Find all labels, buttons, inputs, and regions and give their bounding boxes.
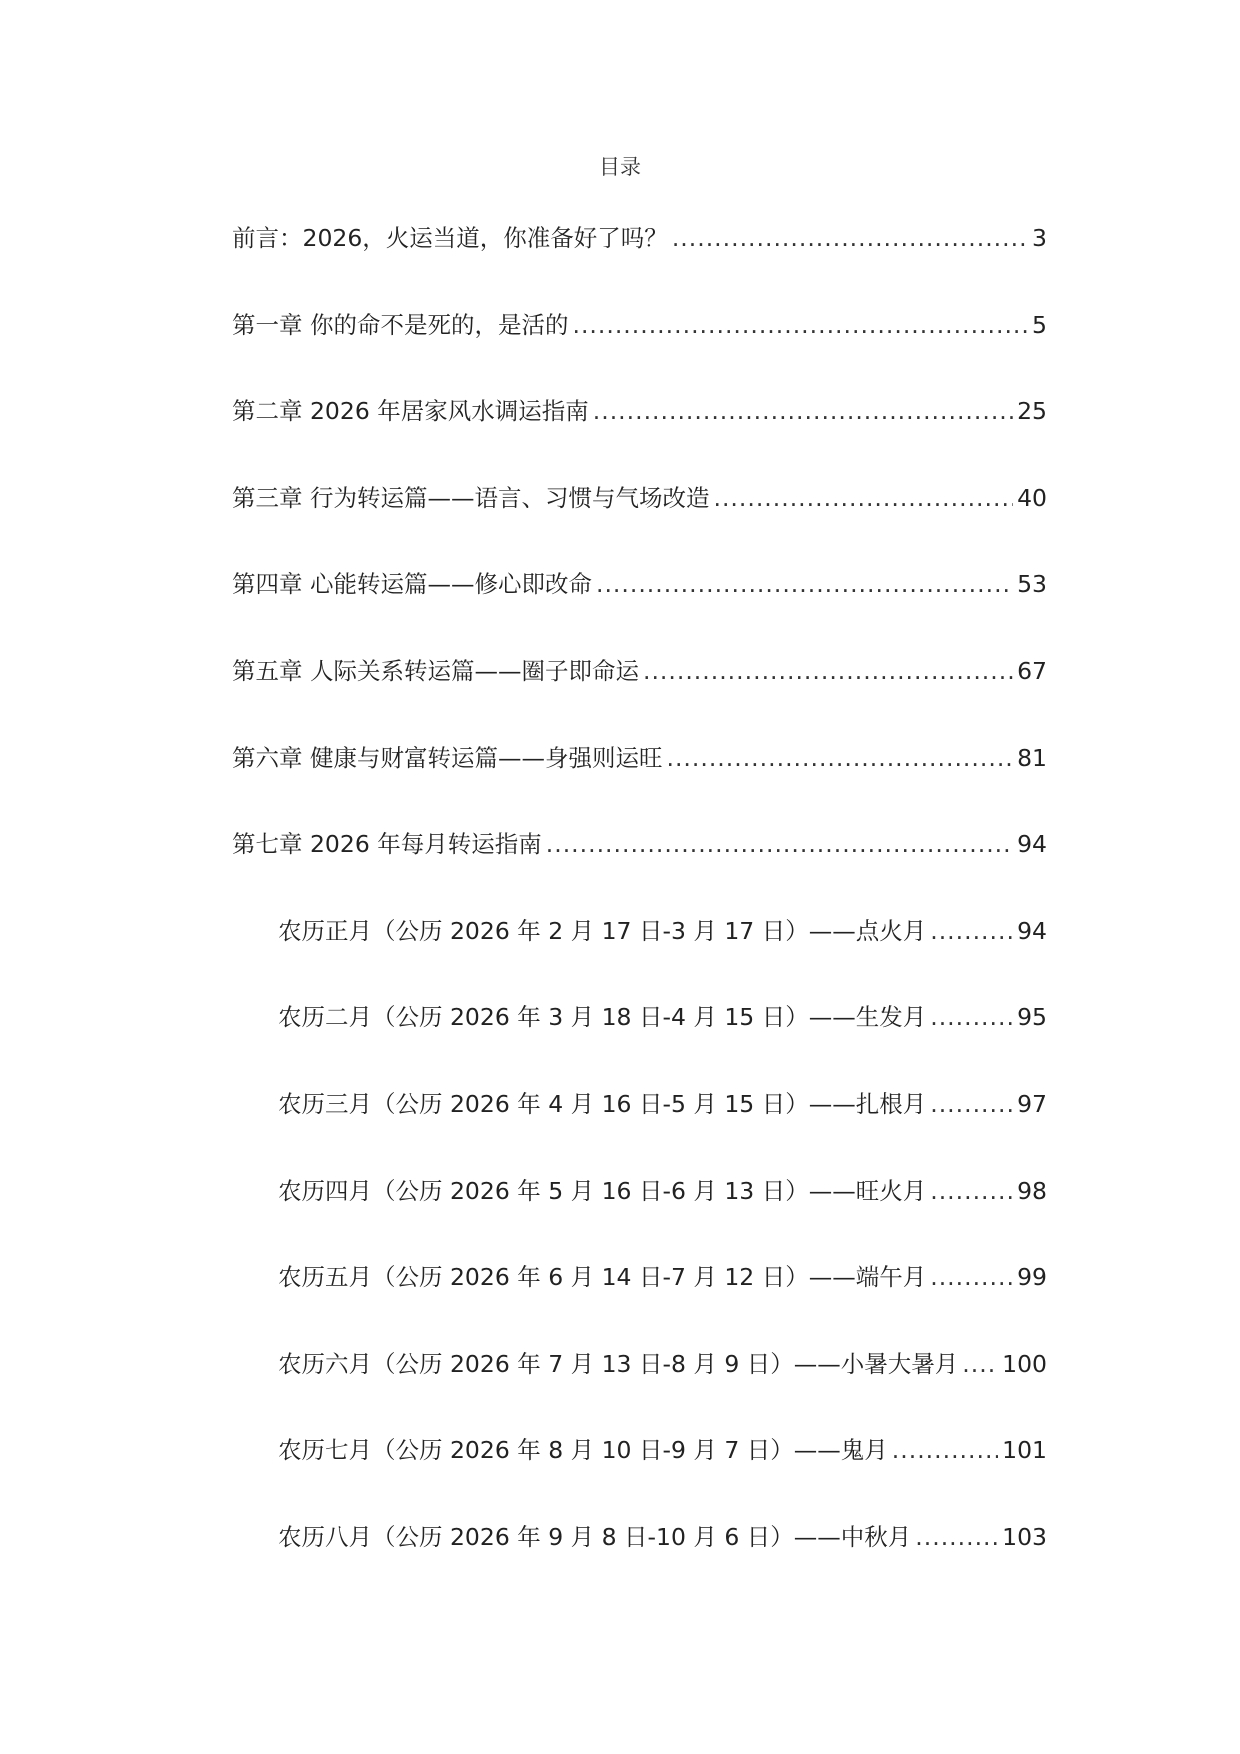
toc-page-number: 101 [1002, 1436, 1047, 1465]
toc-leader-dots [892, 1434, 998, 1466]
toc-entry-chapter-4[interactable] [232, 568, 1047, 655]
toc-leader-dots [643, 655, 1013, 687]
toc-leader-dots [930, 1088, 1013, 1120]
toc-entry-title: 农历二月（公历 2026 年 3 月 18 日-4 月 15 日）——生发月 [278, 1003, 927, 1032]
toc-page-number: 5 [1032, 310, 1047, 339]
toc-entry-title: 农历五月（公历 2026 年 6 月 14 日-7 月 12 日）——端午月 [278, 1263, 927, 1292]
table-of-contents [232, 222, 1047, 1608]
toc-leader-dots [713, 482, 1013, 514]
toc-subentry-month-3[interactable] [232, 1088, 1047, 1175]
toc-entry-title: 农历六月（公历 2026 年 7 月 13 日-8 月 9 日）——小暑大暑月 [278, 1349, 959, 1378]
page-title: 目录 [599, 155, 641, 179]
toc-entry-title: 农历七月（公历 2026 年 8 月 10 日-9 月 7 日）——鬼月 [278, 1436, 888, 1465]
toc-leader-dots [593, 395, 1013, 427]
toc-entry-title: 农历八月（公历 2026 年 9 月 8 日-10 月 6 日）——中秋月 [278, 1522, 912, 1551]
toc-entry-chapter-3[interactable] [232, 482, 1047, 569]
toc-subentry-month-5[interactable] [232, 1261, 1047, 1348]
toc-page-number: 99 [1017, 1263, 1047, 1292]
toc-entry-title: 农历正月（公历 2026 年 2 月 17 日-3 月 17 日）——点火月 [278, 916, 927, 945]
toc-entry-chapter-1[interactable] [232, 309, 1047, 396]
toc-subentry-month-1[interactable] [232, 915, 1047, 1002]
toc-leader-dots [962, 1348, 998, 1380]
toc-page-number: 25 [1017, 397, 1047, 426]
toc-entry-title: 第二章 2026 年居家风水调运指南 [232, 397, 589, 426]
toc-page-number: 40 [1017, 483, 1047, 512]
toc-subentry-month-7[interactable] [232, 1434, 1047, 1521]
toc-entry-title: 第三章 行为转运篇——语言、习惯与气场改造 [232, 483, 710, 512]
toc-entry-title: 第一章 你的命不是死的，是活的 [232, 310, 569, 339]
toc-page-number: 103 [1002, 1522, 1047, 1551]
toc-leader-dots [930, 1261, 1013, 1293]
toc-entry-title: 前言：2026，火运当道，你准备好了吗？ [232, 224, 668, 252]
toc-subentry-month-8[interactable] [232, 1521, 1047, 1608]
toc-entry-title: 农历三月（公历 2026 年 4 月 16 日-5 月 15 日）——扎根月 [278, 1089, 927, 1118]
toc-entry-title: 第六章 健康与财富转运篇——身强则运旺 [232, 743, 663, 772]
toc-entry-chapter-5[interactable] [232, 655, 1047, 742]
toc-subentry-month-6[interactable] [232, 1348, 1047, 1435]
toc-page-number: 53 [1017, 570, 1047, 599]
toc-page-number: 94 [1017, 916, 1047, 945]
toc-leader-dots [930, 1175, 1013, 1207]
toc-entry-title: 第七章 2026 年每月转运指南 [232, 830, 542, 859]
toc-page-number: 94 [1017, 830, 1047, 859]
toc-page-number: 95 [1017, 1003, 1047, 1032]
toc-leader-dots [915, 1521, 998, 1553]
toc-leader-dots [596, 568, 1013, 600]
toc-subentry-month-2[interactable] [232, 1001, 1047, 1088]
toc-subentry-month-4[interactable] [232, 1175, 1047, 1262]
toc-leader-dots [546, 828, 1013, 860]
toc-page-number: 100 [1002, 1349, 1047, 1378]
toc-leader-dots [572, 309, 1028, 341]
toc-leader-dots [672, 222, 1028, 254]
toc-entry-title: 第五章 人际关系转运篇——圈子即命运 [232, 656, 639, 685]
toc-page-number: 97 [1017, 1089, 1047, 1118]
toc-leader-dots [930, 915, 1013, 947]
toc-entry-chapter-2[interactable] [232, 395, 1047, 482]
toc-entry-chapter-7[interactable] [232, 828, 1047, 915]
toc-entry-title: 第四章 心能转运篇——修心即改命 [232, 570, 592, 599]
toc-leader-dots [666, 742, 1013, 774]
toc-page-number: 98 [1017, 1176, 1047, 1205]
toc-entry-title: 农历四月（公历 2026 年 5 月 16 日-6 月 13 日）——旺火月 [278, 1176, 927, 1205]
toc-entry-chapter-6[interactable] [232, 742, 1047, 829]
toc-page-number: 3 [1032, 224, 1047, 252]
toc-leader-dots [930, 1001, 1013, 1033]
toc-page-number: 81 [1017, 743, 1047, 772]
toc-entry-preface[interactable] [232, 222, 1047, 309]
toc-page-number: 67 [1017, 656, 1047, 685]
